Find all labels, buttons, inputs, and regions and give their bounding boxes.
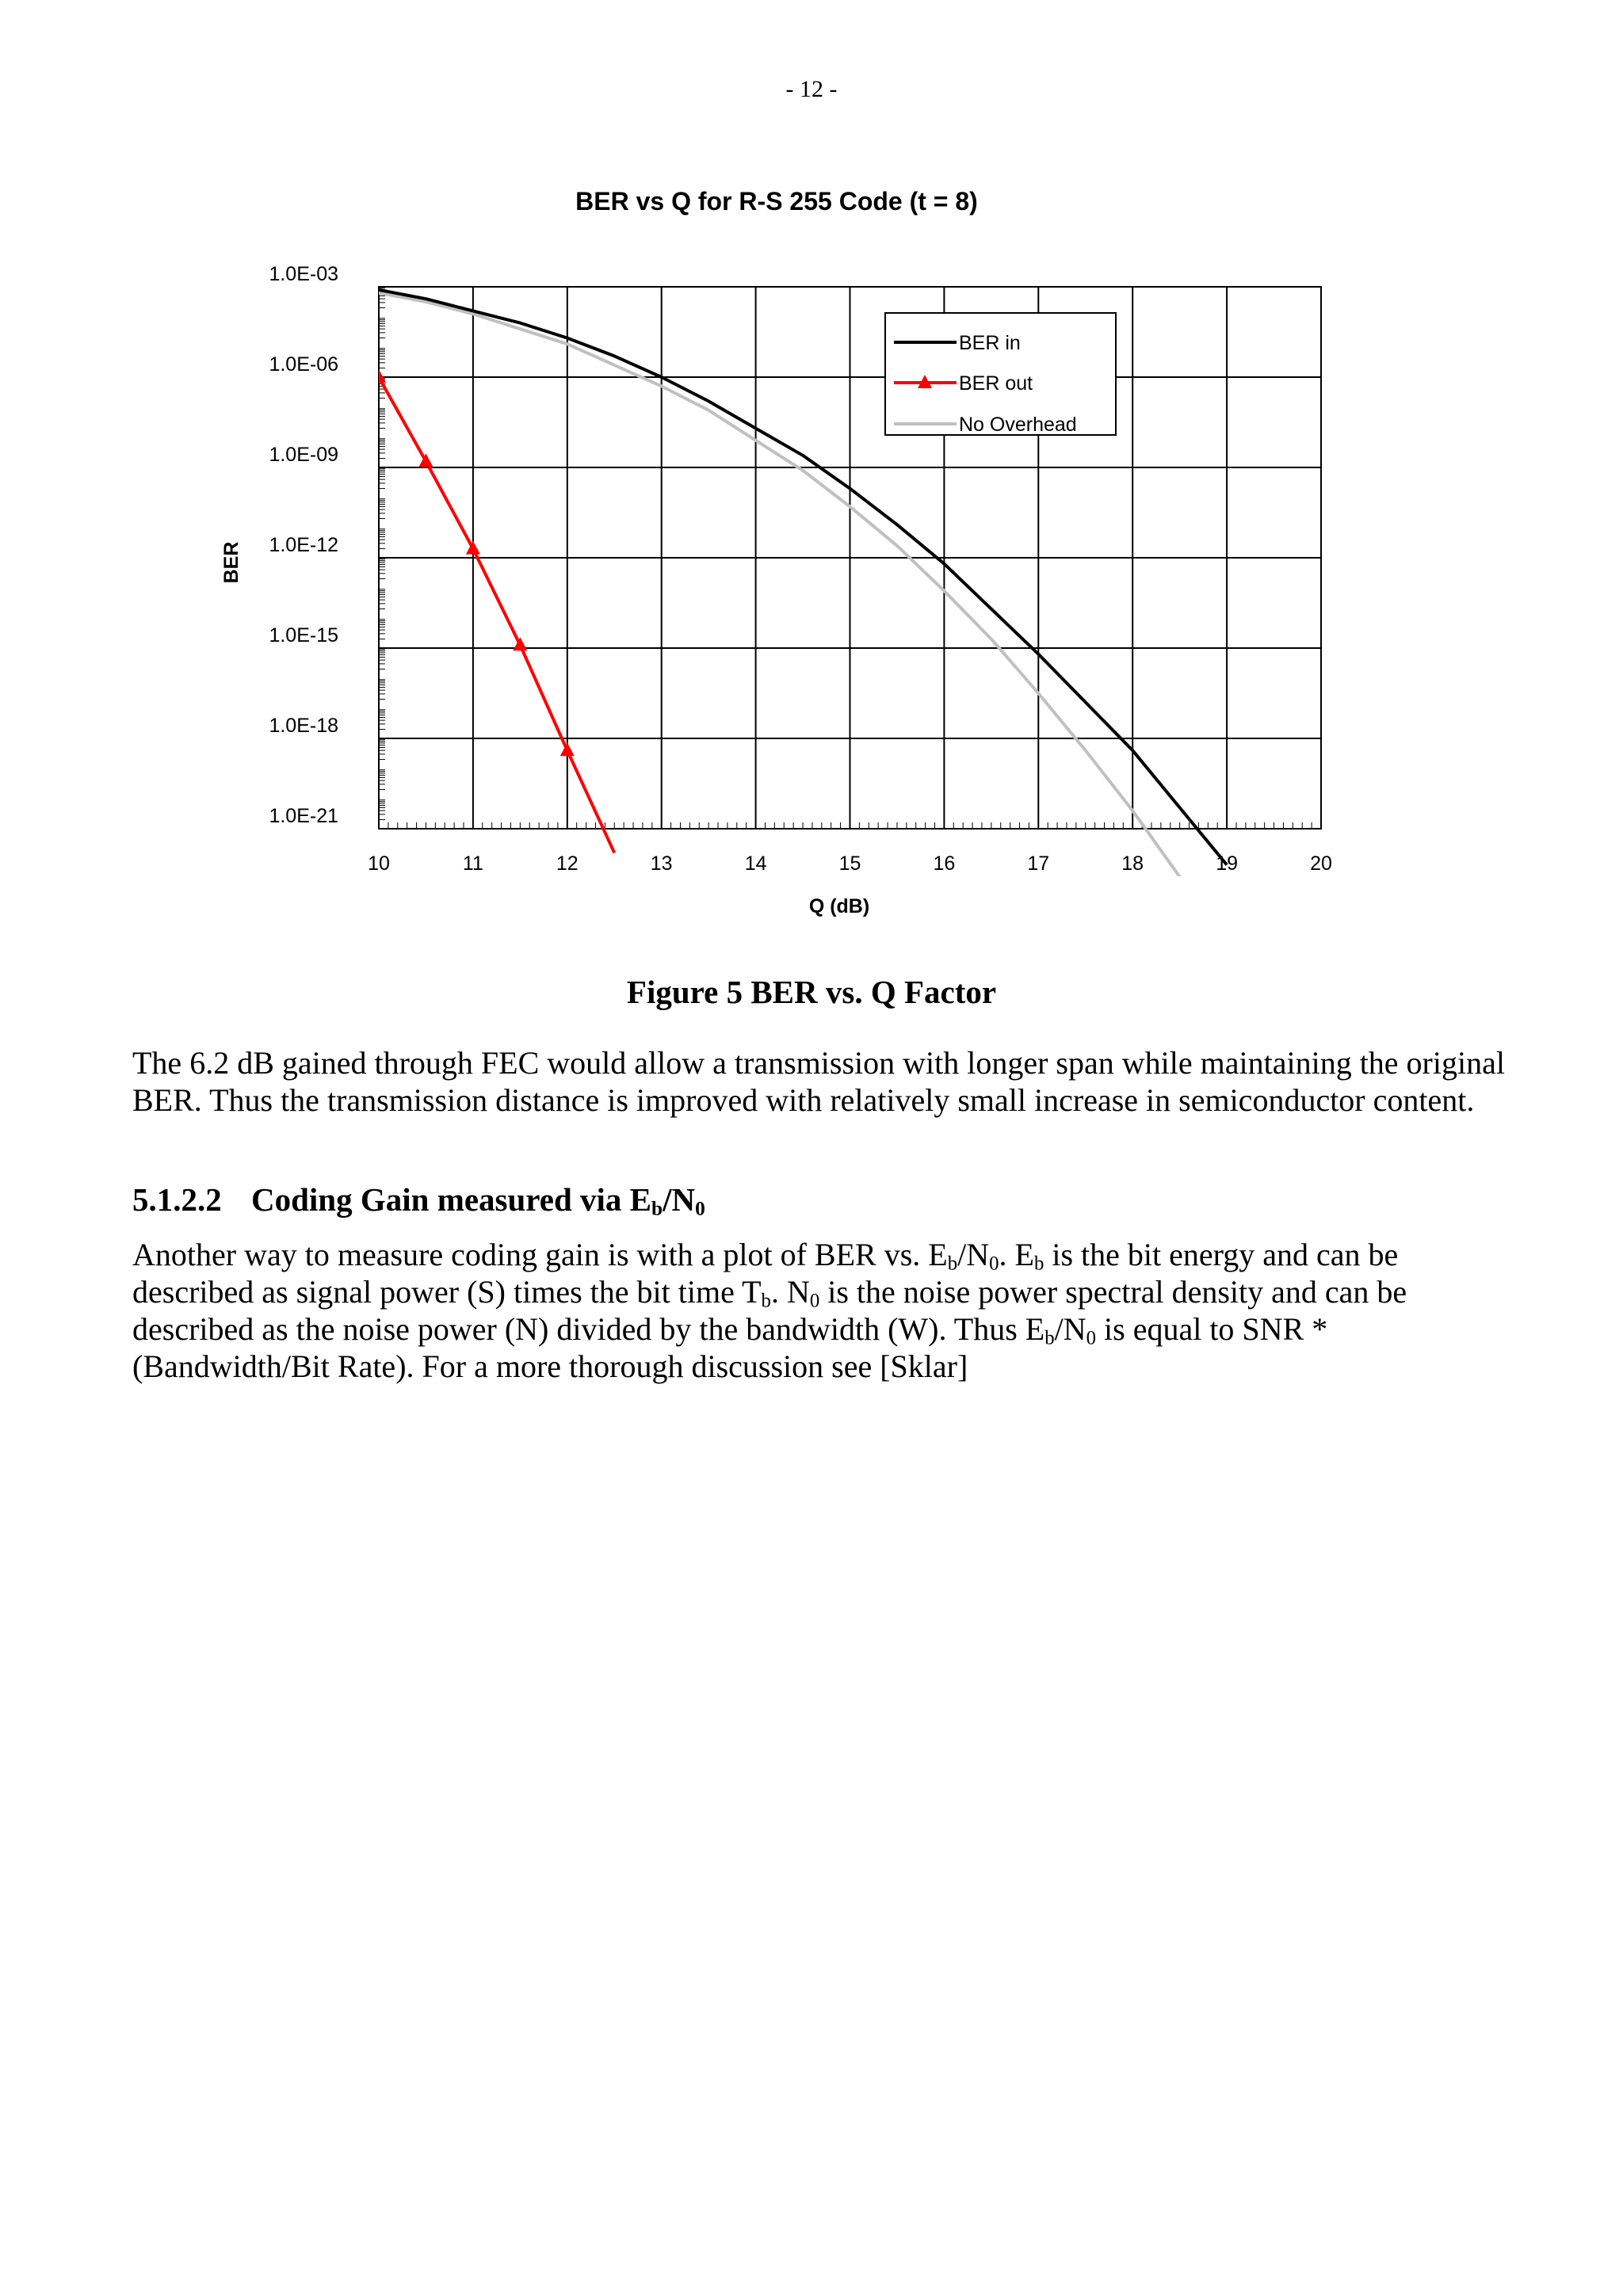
legend-label-1: BER out [959,372,1033,395]
data-point-ber-out [513,637,527,650]
body-paragraph-fec-gain: The 6.2 dB gained through FEC would allow a transmission with longer span while maintaining the original BER. Thus the transmission distance is improved with relatively small increase in semiconductor content. [132,1045,1505,1118]
y-tick-label: 1.0E-12 [269,534,338,556]
series-ber-out [372,369,614,852]
x-tick-label: 17 [1027,852,1050,875]
x-axis-label: Q (dB) [808,895,870,917]
section-heading: 5.1.2.2 Coding Gain measured via $E_b/N_0$ [132,1181,705,1220]
x-tick-label: 15 [838,852,861,875]
x-tick-label: 19 [1216,852,1239,875]
ber-vs-q-chart [0,0,1623,951]
y-axis-label: BER [220,541,242,584]
legend-label-0: BER in [959,332,1021,354]
x-tick-label: 18 [1121,852,1144,875]
y-tick-label: 1.0E-06 [269,353,338,376]
y-tick-label: 1.0E-09 [269,444,338,466]
page-number: - 12 - [785,76,838,102]
x-tick-label: 10 [368,852,390,875]
x-tick-label: 13 [650,852,673,875]
x-tick-label: 16 [933,852,956,875]
body-paragraph-eb-n0: Another way to measure coding gain is with a plot of BER vs. $E_b/N_0$. $E_b$ is the bit energy and can be described as signal power (S) times the bit time $T_b$. $N_0$ is the noise power spectral density and can be described as the noise power (N) divided by the bandwidth (W). Thus $E_b/N_0$ is equal to SNR * (Bandwidth/Bit Rate). For a more thorough discussion see [Sklar] [132,1237,1407,1384]
section-number: 5.1.2.2 [132,1181,222,1218]
data-point-ber-out [372,369,386,383]
legend [885,313,1116,436]
chart-title: BER vs Q for R-S 255 Code (t = 8) [575,187,978,215]
y-tick-label: 1.0E-18 [269,715,338,737]
y-tick-label: 1.0E-03 [269,263,338,285]
x-tick-label: 20 [1310,852,1332,875]
data-point-ber-out [560,742,575,756]
y-tick-labels [269,263,338,827]
x-tick-label: 11 [462,852,483,875]
section-title-text: Coding Gain measured via E [251,1181,651,1218]
y-tick-label: 1.0E-15 [269,624,338,646]
x-tick-label: 14 [744,852,767,875]
legend-label-2: No Overhead [959,414,1077,436]
x-tick-label: 12 [556,852,579,875]
y-tick-label: 1.0E-21 [269,805,338,827]
figure-caption: Figure 5 BER vs. Q Factor [626,974,997,1010]
x-tick-labels [368,852,1332,875]
series-line-ber-out [379,377,614,852]
chart-grid [379,287,1321,829]
data-point-ber-out [466,541,480,555]
